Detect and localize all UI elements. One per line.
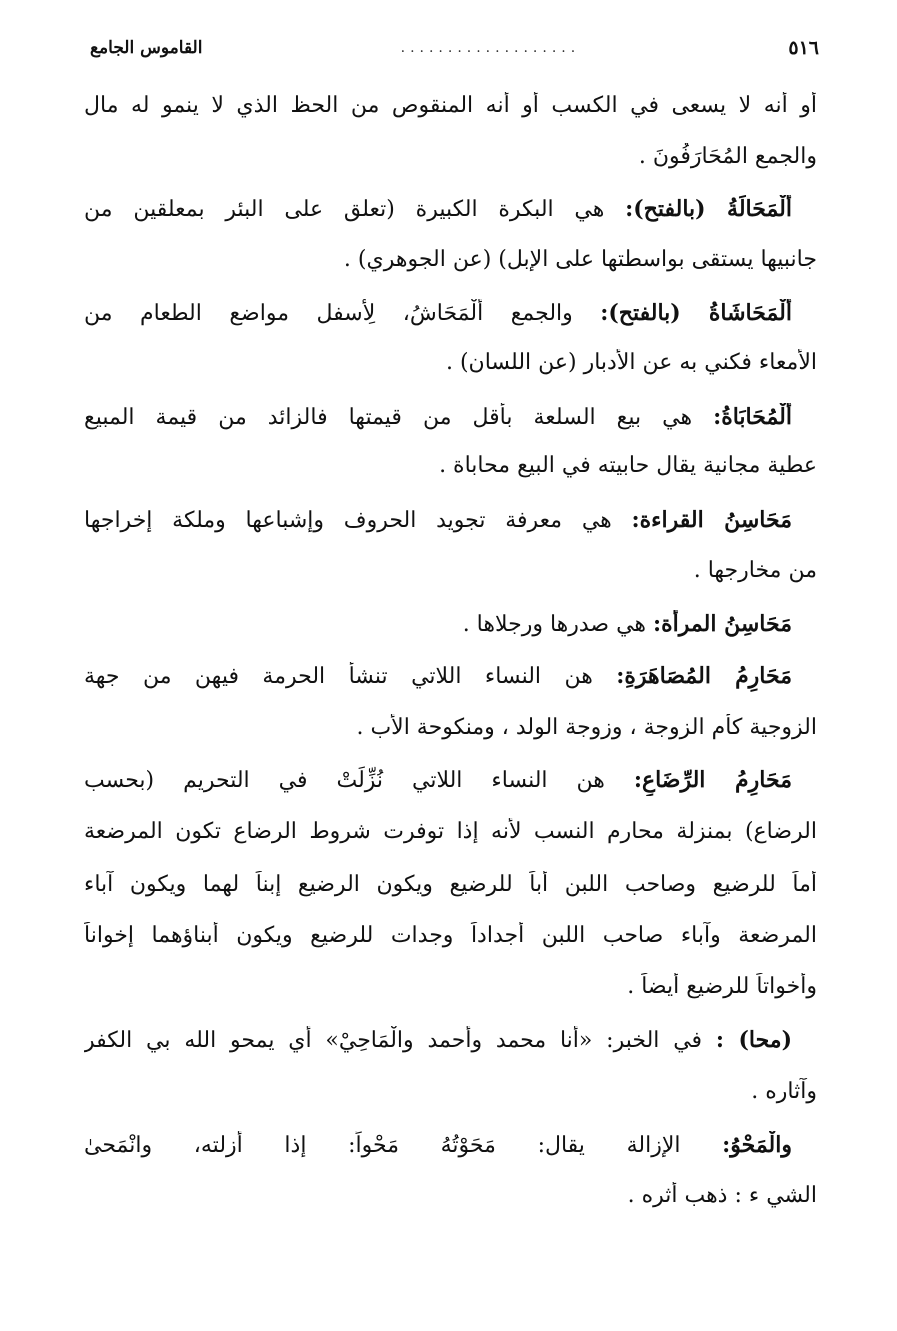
entry-line: مَحَاسِنُ القراءة: هي معرفة تجويد الحروف وإشباعها وملكة إخراجها xyxy=(84,507,792,533)
entry-headword: أَلْمَحَاشَاةُ (بالفتح): xyxy=(600,300,792,326)
entry-headword: مَحَارِمُ المُصَاهَرَةِ: xyxy=(616,663,792,689)
header-leader-dots: ................... xyxy=(400,40,581,56)
entry-line: أَلْمَحَاشَاةُ (بالفتح): والجمع أَلْمَحَاشُ، لِأسفل مواضع الطعام من xyxy=(84,300,792,326)
entry-line: أَلْمَحَالَةُ (بالفتح): هي البكرة الكبيرة (تعلق على البئر بمعلقين من xyxy=(84,196,792,222)
text-line: جانبيها يستقى بواسطتها على الإبل) (عن الجوهري) . xyxy=(343,247,817,272)
text-line: من مخارجها . xyxy=(693,558,817,583)
text-line: المرضعة وآباء صاحب اللبن أجداداً وجدات للرضيع ويكون أبناؤهما إخواناً xyxy=(84,923,817,948)
running-title: القاموس الجامع xyxy=(90,38,203,58)
page-number: ٥١٦ xyxy=(788,37,819,59)
page-header xyxy=(90,28,819,68)
entry-headword: مَحَاسِنُ المرأة: xyxy=(653,611,792,637)
entry-line: أَلْمُحَابَاةُ: هي بيع السلعة بأقل من قيمتها فالزائد من قيمة المبيع xyxy=(84,404,792,430)
entry-headword: مَحَارِمُ الرِّضَاعِ: xyxy=(633,767,792,793)
text-line: والجمع المُحَارَفُونَ . xyxy=(638,144,817,169)
entry-line: مَحَارِمُ الرِّضَاعِ: هن النساء اللاتي نُزِّلَتْ في التحريم (بحسب xyxy=(84,767,792,793)
entry-headword: أَلْمُحَابَاةُ: xyxy=(713,404,792,430)
entry-headword: أَلْمَحَالَةُ (بالفتح): xyxy=(625,196,792,222)
text-line: الشي ء : ذهب أثره . xyxy=(627,1183,817,1208)
text-line: الزوجية كأم الزوجة ، وزوجة الولد ، ومنكوحة الأب . xyxy=(356,715,817,740)
entry-headword: (محا) : xyxy=(715,1027,792,1053)
entry-line: والْمَحْوُ: الإزالة يقال: مَحَوْتُهُ مَحْواً: إذا أزلته، وانْمَحىٰ xyxy=(84,1132,792,1158)
text-line: وآثاره . xyxy=(751,1079,817,1104)
text-line: وأخواتاً للرضيع أيضاً . xyxy=(627,974,817,999)
entry-headword: مَحَاسِنُ القراءة: xyxy=(631,507,792,533)
entry-line: مَحَاسِنُ المرأة: هي صدرها ورجلاها . xyxy=(462,611,792,637)
text-line: عطية مجانية يقال حابيته في البيع محاباة . xyxy=(439,453,817,478)
entry-line: (محا) : في الخبر: «أنا محمد وأحمد والْمَاحِيْ» أي يمحو الله بي الكفر xyxy=(84,1027,792,1053)
entry-line: مَحَارِمُ المُصَاهَرَةِ: هن النساء اللاتي تنشأ الحرمة فيهن من جهة xyxy=(84,663,792,689)
text-line: الرضاع) بمنزلة محارم النسب لأنه إذا توفرت شروط الرضاع تكون المرضعة xyxy=(84,819,817,844)
entry-headword: والْمَحْوُ: xyxy=(722,1132,792,1158)
text-line: أو أنه لا يسعى في الكسب أو أنه المنقوص من الحظ الذي لا ينمو له مال xyxy=(84,93,817,118)
text-line: أماً للرضيع وصاحب اللبن أباً للرضيع ويكون الرضيع إبناً لهما ويكون آباء xyxy=(84,872,817,897)
text-line: الأمعاء فكني به عن الأدبار (عن اللسان) . xyxy=(445,350,817,375)
